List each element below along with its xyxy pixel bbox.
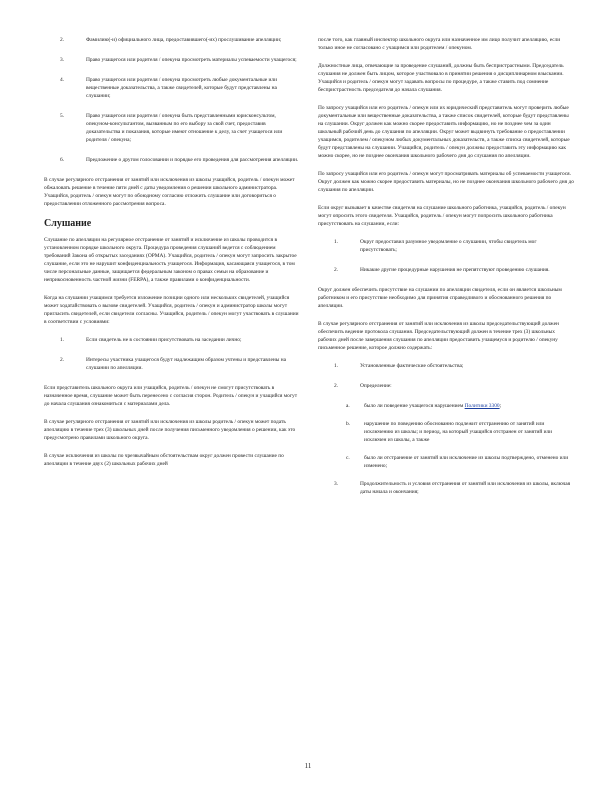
list-item: 2. Интересы участника учащегося будут надлежащим образом учтены и представлены на слушании по апелляции. [60, 357, 286, 371]
paragraph: В случае регулярного отстранения от занятий или исключения из школы председательствующий должен обеспечить ведение протокола слушания. Председательствующий должен в течение трех (3) школьных рабочих дней после завершения слушания по апелляции предоставить учащемуся и родителю / опекуну письменное решение, которое должно содержать: [318, 321, 559, 351]
sub-list-item: b. нарушение по поведению обоснованно подлежит отстранению от занятий или исключению из школы; и период, на который учащийся отстранен от занятий или исключен из школы, а также [346, 421, 553, 443]
list-item: 2. Никакие другие процедурные нарушения не препятствуют проведению слушания. [334, 267, 550, 273]
rights-list [44, 36, 300, 164]
right-column [318, 36, 574, 508]
list-item: 1. Если свидетель не в состоянии присутствовать на заседании лично; [60, 337, 242, 343]
list-item: 4. Право учащегося или родителя / опекуна просмотреть любые документальные или вещественные доказательства, а также свидетелей, которые будут представлены на слушании; [60, 77, 277, 99]
left-column [44, 36, 300, 478]
list-item: 3. Продолжительность и условия отстранения от занятий или исключения из школы, включая даты начала и окончания; [334, 481, 571, 495]
paragraph: Если округ вызывает в качестве свидетеля на слушание школьного работника, учащийся, родитель / опекун могут опросить этого свидетеля. Учащийся, родитель / опекун могут попросить школьного работника присутствовать на слушании, если: [318, 205, 566, 227]
paragraph: Должностные лица, отвечающие за проведение слушаний, должны быть беспристрастными. Председатель слушания не должен быть лицом, которое участвовало в принятии решения о дисциплинарном взыскании. Учащийся и родитель / опекун могут задавать вопросы по процедуре, а также ставить под сомнение беспристрастность председателя до начала слушания. [318, 63, 564, 93]
sub-list-item: c. было ли отстранение от занятий или исключение из школы подтверждено, отменено или изменено; [346, 455, 569, 469]
list-item: 5. Право учащегося или родителя / опекуна быть представленными юрисконсультом, опекуном-консультантом, вызванным по его выбору за свой счет, предоставив доказательства и показания, которые имеют отношение к делу, за счет учащегося или родителя / опекуна; [60, 113, 283, 143]
decision-list [318, 362, 574, 496]
paragraph: Округ должен обеспечить присутствие на слушании по апелляции свидетеля, если он является школьным работником и его присутствие необходимо для принятия справедливого и обоснованного решения по апелляции. [318, 287, 562, 309]
list-item: 2. Фамилию(-и) официального лица, предоставившего(-их) прослушивание апелляции; [60, 37, 282, 43]
paragraph: В случае исключения из школы по чрезвычайным обстоятельствам округ должен провести слушание по апелляции в течение двух (2) школьных рабочих дней [44, 453, 284, 467]
paragraph: По запросу учащийся или его родитель / опекун или их юридический представитель могут проверить любые документальные или вещественные доказательства, а также список свидетелей, которые будут представлены на слушании. Округ должен как можно скорее предоставить информацию, но не позднее чем за один школьный рабочий день до слушания по апелляции. Округ может выдвинуть требование о предоставлении учащимся, родителем / опекуном любых документальных доказательств, а также списка свидетелей, которые будут представлены на слушании. Учащийся, родитель / опекун должны предоставить эту информацию как можно скорее, но не позднее окончания школьного рабочего дня до слушания по апелляции. [318, 105, 570, 159]
list-item: 6. Предложение о другом голосовании и порядке его проведения для рассмотрения апелляции. [60, 157, 299, 163]
conditions-list [44, 336, 300, 372]
conditions-list [318, 238, 574, 274]
paragraph: В случае регулярного отстранения от занятий или исключения из школы учащийся, родитель / опекун может обжаловать решение в течение пяти дней с даты уведомления о решении школьного администратора. Учащийся, родитель / опекун могут по обоюдному согласию отложить слушание или договориться о предоставлении отложенного рассмотрения вопроса. [44, 177, 295, 207]
list-item: 3. Право учащегося или родителя / опекуна просмотреть материалы успеваемости учащегося; [60, 57, 297, 63]
paragraph: Слушание по апелляции на регулярное отстранение от занятий и исключение из школы проводится в установленном порядке школьного округа. Процедура проведения слушаний ведется с соблюдением требований Закона об открытых заседаниях (OPMA). Учащийся, родитель / опекун могут запросить закрытое слушание, если это не нарушит конфиденциальность учащегося. Информация, касающаяся учащегося, в том числе персональные данные, защищается федеральным законом о правах семьи на образование и неприкосновенность частной жизни (FERPA), а также правилами о конфиденциальности. [44, 237, 297, 283]
sub-list-item: a. было ли поведение учащегося нарушением Политики 3300; [346, 403, 502, 409]
list-item: 1. Округ предоставил разумное уведомление о слушании, чтобы свидетель мог присутствовать; [334, 239, 537, 253]
policy-link[interactable]: Политики 3300 [464, 403, 500, 409]
list-item: 2. Определение: [334, 383, 392, 389]
paragraph: В случае регулярного отстранения от занятий или исключения из школы родитель / опекун может подать апелляцию в течение трех (3) школьных дней после получения письменного уведомления о решении, как это предусмотрено правилами школьного округа. [44, 419, 296, 441]
paragraph: Когда на слушании учащимся требуется изложение позиции одного или нескольких свидетелей, учащийся может ходатайствовать о вызове свидетелей. Учащийся, родитель / опекун и администратор школы могут пригласить свидетелей, если свидетели согласны. Учащийся, родитель / опекун могут участвовать в слушании в соответствии с условиями: [44, 295, 299, 325]
paragraph: По запросу учащийся или его родитель / опекун могут просматривать материалы об успеваемости учащегося. Округ должен как можно скорее предоставить материалы, но не позднее окончания школьного рабочего дня до слушания по апелляции. [318, 171, 574, 193]
paragraph: после того, как главный инспектор школьного округа или назначенное им лицо получит апелляцию, если только иное не согласовано с учащимся или родителем / опекуном. [318, 37, 561, 51]
page-number: 11 [304, 762, 312, 770]
section-heading: Слушание [44, 218, 92, 229]
list-item: 1. Установленные фактические обстоятельства; [334, 363, 464, 369]
paragraph: Если представитель школьного округа или учащийся, родитель / опекун не смогут присутствовать в назначенное время, слушание может быть перенесено с согласия сторон. Родитель / опекун и учащийся могут до начала слушания ознакомиться с материалами дела. [44, 385, 298, 407]
